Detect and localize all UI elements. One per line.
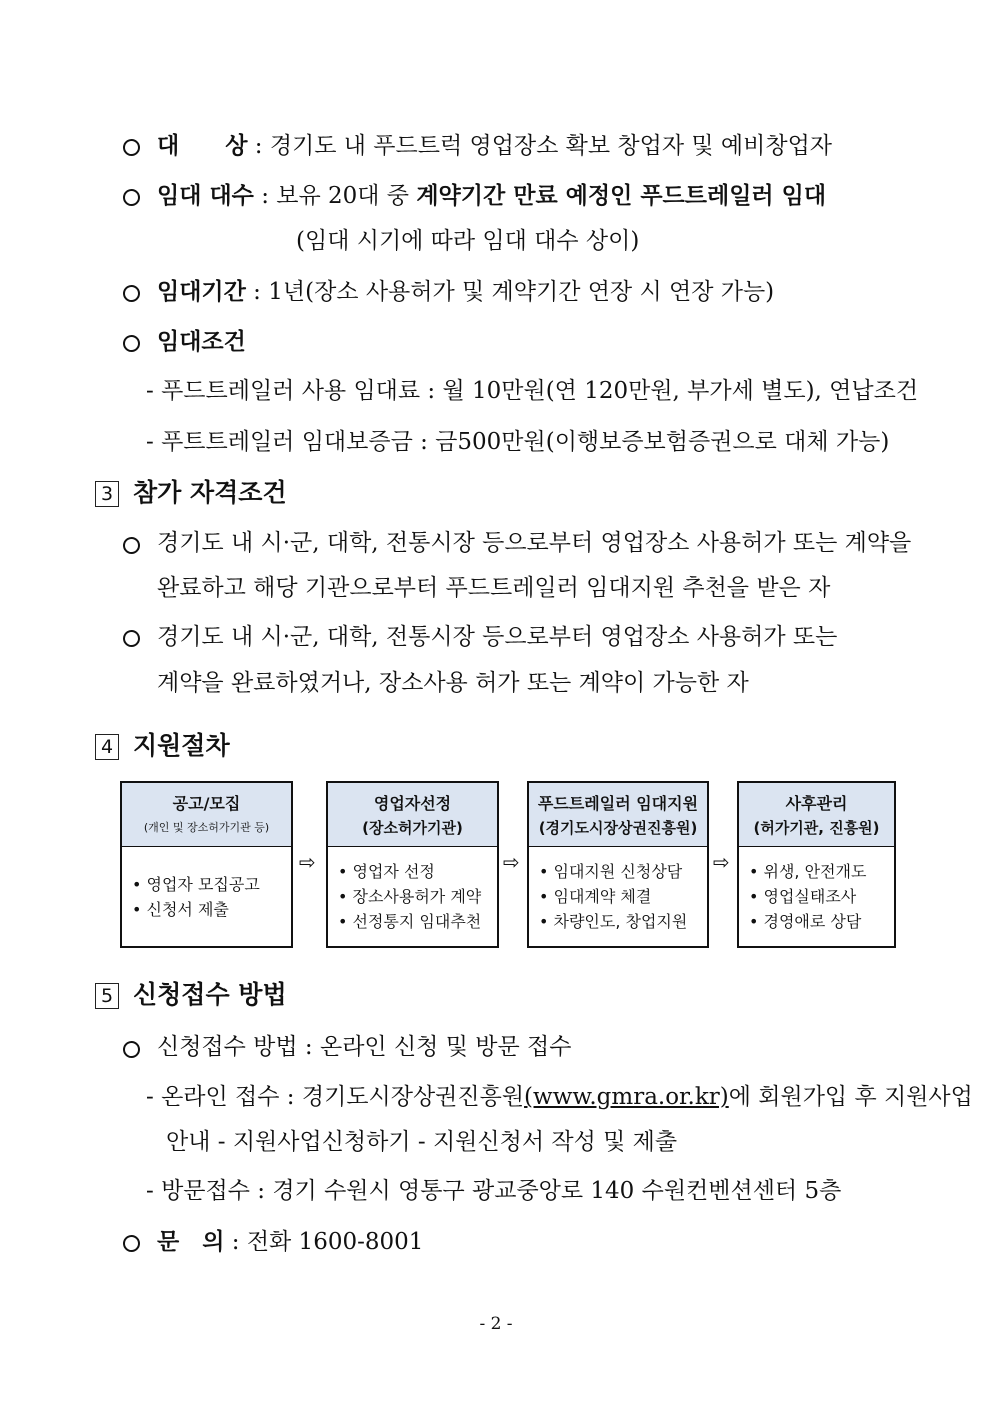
process-step-sub: (개인 및 장소허가기관 등)	[143, 821, 270, 834]
section-number: 4	[95, 734, 119, 760]
inquiry-label: 문 의	[157, 1229, 225, 1255]
process-step-item: • 선정통지 임대추천	[338, 912, 482, 931]
eligibility-line: 경기도 내 시·군, 대학, 전통시장 등으로부터 영업장소 사용허가 또는	[157, 624, 838, 650]
target-line: 대 상 : 경기도 내 푸드트럭 영업장소 확보 창업자 및 예비창업자	[157, 133, 833, 159]
inquiry-line: 문 의 : 전화 1600-8001	[157, 1229, 424, 1255]
process-step-item: • 임대지원 신청상담	[539, 862, 683, 881]
process-step-box	[120, 781, 293, 948]
process-step-item: • 차량인도, 창업지원	[539, 912, 688, 931]
bullet-circle-icon	[123, 139, 140, 156]
process-step-box	[527, 781, 709, 948]
eligibility-line: 완료하고 해당 기관으로부터 푸드트레일러 임대지원 추천을 받은 자	[157, 575, 831, 601]
process-step-header	[739, 783, 894, 847]
section-number: 3	[95, 481, 119, 507]
process-step-items	[749, 847, 890, 946]
rental-count-note: (임대 시기에 따라 임대 대수 상이)	[296, 228, 640, 254]
bullet-circle-icon	[123, 285, 140, 302]
process-step-item: • 영업자 선정	[338, 862, 435, 881]
process-step-title: 사후관리	[785, 794, 848, 813]
process-step-item: • 장소사용허가 계약	[338, 887, 482, 906]
process-step-items	[132, 847, 287, 946]
process-step-item: • 신청서 제출	[132, 899, 229, 919]
process-step-item: • 영업자 모집공고	[132, 874, 260, 894]
website-link[interactable]: (www.gmra.or.kr)	[524, 1084, 729, 1110]
section-title: 참가 자격조건	[133, 478, 287, 507]
process-step-box	[326, 781, 499, 948]
eligibility-line: 계약을 완료하였거나, 장소사용 허가 또는 계약이 가능한 자	[157, 670, 749, 696]
process-step-title: 푸드트레일러 임대지원	[537, 794, 699, 813]
eligibility-line: 경기도 내 시·군, 대학, 전통시장 등으로부터 영업장소 사용허가 또는 계약을	[157, 530, 912, 556]
process-step-item: • 영업실태조사	[749, 887, 857, 906]
process-step-item: • 임대계약 체결	[539, 887, 652, 906]
process-step-sub: (장소허가기관)	[362, 819, 463, 837]
process-step-box	[737, 781, 896, 948]
rental-count-label: 임대 대수	[157, 183, 254, 209]
process-step-title: 영업자선정	[373, 794, 452, 813]
rental-period-label: 임대기간	[157, 279, 246, 305]
process-step-title: 공고/모집	[172, 794, 241, 813]
arrow-right-icon: ⇨	[503, 850, 520, 874]
section-title: 지원절차	[133, 731, 230, 760]
bullet-circle-icon	[123, 189, 140, 206]
page-number: - 2 -	[479, 1314, 513, 1334]
process-step-header	[529, 783, 707, 847]
process-step-sub: (허가기관, 진흥원)	[753, 819, 880, 837]
process-step-sub: (경기도시장상권진흥원)	[538, 819, 698, 837]
bullet-circle-icon	[123, 630, 140, 647]
arrow-right-icon: ⇨	[713, 850, 730, 874]
process-step-item: • 경영애로 상담	[749, 912, 862, 931]
rental-period-line: 임대기간 : 1년(장소 사용허가 및 계약기간 연장 시 연장 가능)	[157, 279, 775, 305]
bullet-circle-icon	[123, 1235, 140, 1252]
rental-terms-item: - 푸트트레일러 임대보증금 : 금500만원(이행보증보험증권으로 대체 가능)	[146, 429, 890, 455]
bullet-circle-icon	[123, 537, 140, 554]
visit-application-line: - 방문접수 : 경기 수원시 영통구 광교중앙로 140 수원컨벤션센터 5층	[146, 1178, 842, 1204]
online-application-line2: 안내 - 지원사업신청하기 - 지원신청서 작성 및 제출	[166, 1129, 678, 1155]
target-text: 경기도 내 푸드트럭 영업장소 확보 창업자 및 예비창업자	[269, 133, 833, 159]
rental-terms-item: - 푸드트레일러 사용 임대료 : 월 10만원(연 120만원, 부가세 별도), 연납조건	[146, 378, 919, 404]
bullet-circle-icon	[123, 335, 140, 352]
rental-count-line: 임대 대수 : 보유 20대 중 계약기간 만료 예정인 푸드트레일러 임대	[157, 183, 827, 209]
process-step-items	[338, 847, 493, 946]
rental-terms-label: 임대조건	[157, 329, 246, 355]
target-label: 대 상	[157, 133, 248, 159]
bullet-circle-icon	[123, 1041, 140, 1058]
process-step-item: • 위생, 안전개도	[749, 862, 867, 881]
process-step-items	[539, 847, 703, 946]
rental-count-bold: 계약기간 만료 예정인 푸드트레일러 임대	[416, 183, 827, 209]
online-application-line: - 온라인 접수 : 경기도시장상권진흥원(www.gmra.or.kr)에 회원가입 후 지원사업	[146, 1084, 973, 1110]
application-method: 신청접수 방법 : 온라인 신청 및 방문 접수	[157, 1034, 572, 1060]
section-title: 신청접수 방법	[133, 980, 287, 1009]
process-step-header	[328, 783, 497, 847]
process-step-header	[122, 783, 291, 847]
arrow-right-icon: ⇨	[299, 850, 316, 874]
section-number: 5	[95, 983, 119, 1009]
inquiry-phone: 전화 1600-8001	[246, 1229, 424, 1255]
